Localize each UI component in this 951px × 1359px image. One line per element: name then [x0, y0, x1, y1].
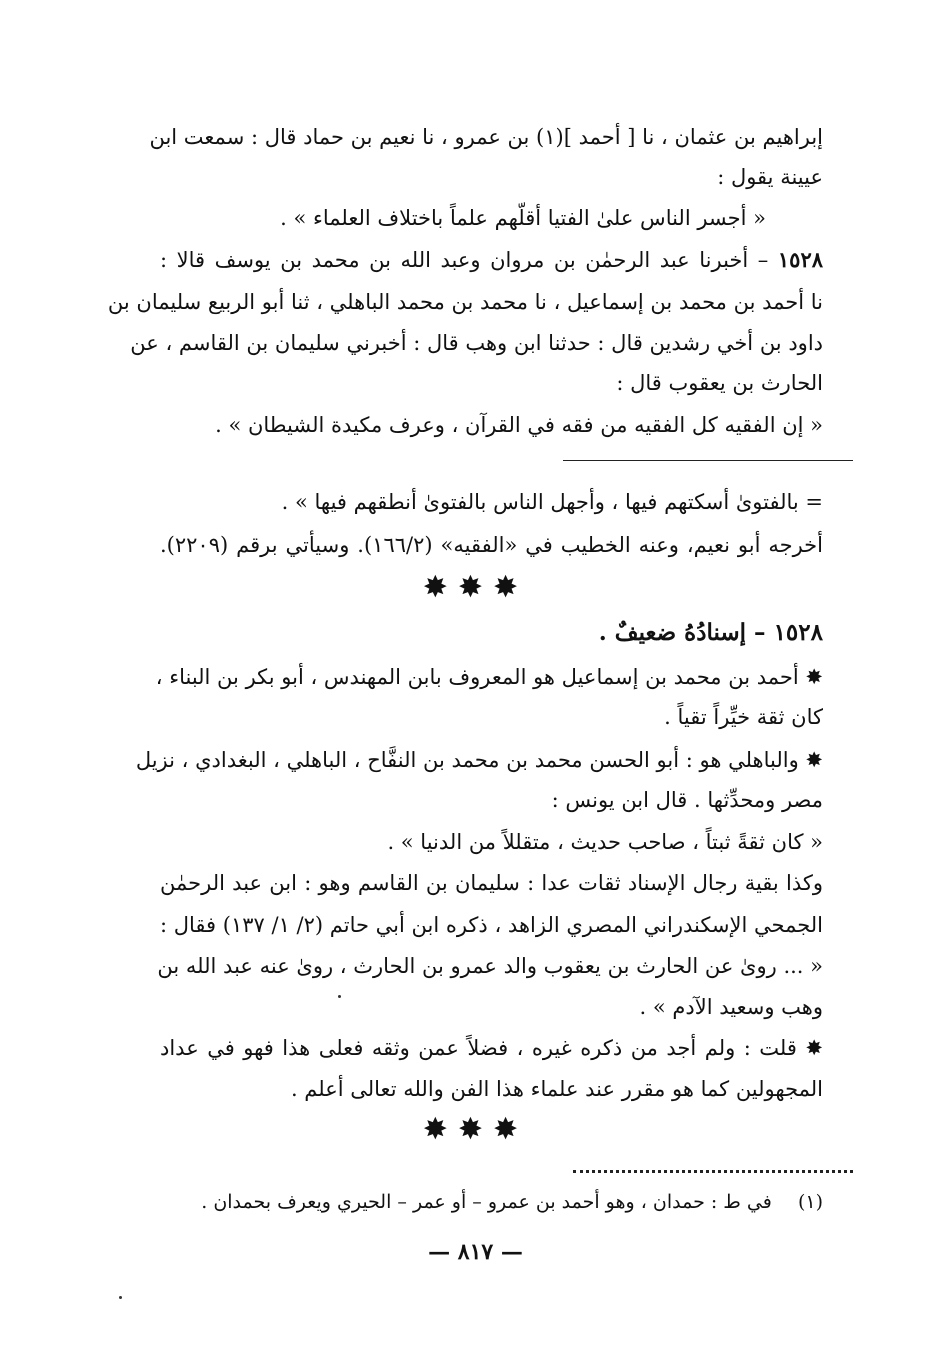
footnote-continuation-line: = بالفتوىٰ أسكتهم فيها ، وأجهل الناس بالفتوىٰ أنطقهم فيها » .: [281, 490, 823, 514]
commentary-line: وهب وسعيد الآدم » .: [639, 995, 823, 1019]
quoted-saying: « كان ثقةً ثبتاً ، صاحب حديث ، متقللاً من الدنيا » .: [387, 830, 823, 854]
hadith-number: ١٥٢٨: [777, 247, 824, 272]
commentary-verdict: – إسنادُهُ ضعيفٌ .: [598, 619, 766, 646]
commentary-line: كان ثقة خيِّراً تقياً .: [664, 705, 823, 729]
footnote-continuation-line: أخرجه أبو نعيم، وعنه الخطيب في «الفقيه» (١٦٦/٢). وسيأتي برقم (٢٢٠٩).: [160, 533, 823, 557]
commentary-line: ✸ أحمد بن محمد بن إسماعيل هو المعروف بابن المهندس ، أبو بكر بن البناء ،: [155, 665, 823, 689]
commentary-line: ✸ قلت : ولم أجد من ذكره غيره ، فضلاً عمن وثقه فعلى هذا فهو في عداد: [160, 1036, 823, 1060]
commentary-line: وكذا بقية رجال الإسناد ثقات عدا : سليمان بن القاسم وهو : ابن عبد الرحمٰن: [160, 871, 823, 895]
commentary-line: المجهولين كما هو مقرر عند علماء هذا الفن والله تعالى أعلم .: [290, 1077, 823, 1101]
quoted-saying: « أجسر الناس علىٰ الفتيا أقلّهم علماً باختلاف العلماء » .: [280, 206, 766, 230]
main-text-line: الحارث بن يعقوب قال :: [616, 371, 823, 395]
footnote-separator: [563, 460, 853, 461]
section-separator-stars: ✸✸✸: [422, 570, 529, 605]
section-separator-stars: ✸✸✸: [422, 1112, 529, 1147]
footnote-text: في ط : حمدان ، وهو أحمد بن عمرو – أو عمر – الحيري ويعرف بحمدان .: [201, 1191, 772, 1213]
footnote-marker: (١): [797, 1191, 823, 1213]
commentary-heading: [599, 613, 823, 653]
main-text-line: عيينة يقول :: [717, 165, 823, 189]
commentary-line: « ... روىٰ عن الحارث بن يعقوب والد عمرو بن الحارث ، روىٰ عنه عبد الله بن: [157, 954, 823, 978]
commentary-line: مصر ومحدِّثها . قال ابن يونس :: [551, 788, 823, 812]
scan-speck: [338, 995, 341, 998]
footnote-dotted-separator: [573, 1170, 853, 1173]
main-text-line: داود بن أخي رشدين قال : حدثنا ابن وهب قال : أخبرني سليمان بن القاسم ، عن: [130, 331, 823, 355]
commentary-number: ١٥٢٨: [773, 619, 823, 646]
scan-speck: [119, 1296, 122, 1299]
page-number: — ٨١٧ —: [428, 1239, 523, 1265]
commentary-line: الجمحي الإسكندراني المصري الزاهد ، ذكره ابن أبي حاتم (٢/ ١/ ١٣٧) فقال :: [160, 913, 823, 937]
main-text-line: نا أحمد بن محمد بن إسماعيل ، نا محمد بن محمد الباهلي ، ثنا أبو الربيع سليمان بن: [107, 290, 823, 314]
main-text-line: إبراهيم بن عثمان ، نا [ أحمد ](١) بن عمرو ، نا نعيم بن حماد قال : سمعت ابن: [149, 125, 823, 149]
hadith-entry-line: [160, 240, 823, 280]
quoted-saying: « إن الفقيه كل الفقيه من فقه في القرآن ، وعرف مكيدة الشيطان » .: [215, 413, 823, 437]
footnote-line: [201, 1182, 823, 1222]
commentary-line: ✸ والباهلي هو : أبو الحسن محمد بن محمد بن النفَّاح ، الباهلي ، البغدادي ، نزيل: [135, 748, 823, 772]
hadith-chain-text: – أخبرنا عبد الرحمٰن بن مروان وعبد الله بن محمد بن يوسف قالا :: [160, 248, 769, 272]
